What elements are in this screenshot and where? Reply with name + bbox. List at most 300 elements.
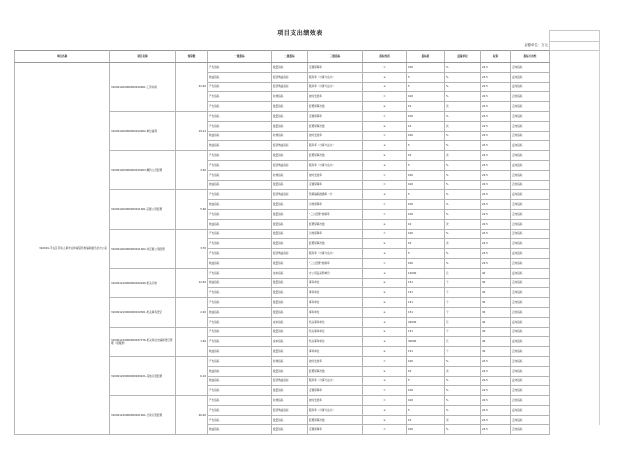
indicator-value-cell: 100: [407, 386, 445, 396]
level1-indicator-cell: 效益指标: [208, 258, 272, 268]
weight-cell: 22.5: [481, 170, 511, 180]
weight-cell: 22.5: [481, 386, 511, 396]
indicator-nature-cell: =: [363, 200, 407, 210]
indicator-nature-cell: ≥: [363, 239, 407, 249]
direction-cell: 正向指标: [511, 356, 550, 366]
level2-indicator-cell: 数量指标: [272, 121, 308, 131]
direction-cell: 正向指标: [511, 425, 550, 435]
direction-cell: 反向指标: [511, 405, 550, 415]
indicator-nature-cell: ≤: [363, 405, 407, 415]
indicator-value-cell: 12000: [407, 268, 445, 278]
level2-indicator-cell: 数量指标: [272, 366, 308, 376]
indicator-nature-cell: =: [363, 170, 407, 180]
level2-indicator-cell: 数量指标: [272, 63, 308, 73]
level3-indicator-cell: 机关事务单位: [308, 337, 363, 347]
indicator-nature-cell: =: [363, 425, 407, 435]
level2-indicator-cell: 数量指标: [272, 111, 308, 121]
indicator-value-cell: 100: [407, 111, 445, 121]
weight-cell: 30: [481, 327, 511, 337]
level1-indicator-cell: 产出指标: [208, 82, 272, 92]
level1-indicator-cell: 产出指标: [208, 229, 272, 239]
level1-indicator-cell: 产出指标: [208, 209, 272, 219]
weight-cell: 22.5: [481, 82, 511, 92]
level3-indicator-cell: 定额保障率: [308, 425, 363, 435]
indicator-nature-cell: =: [363, 396, 407, 406]
measure-unit-cell: 元: [445, 268, 481, 278]
indicator-value-cell: 100: [407, 63, 445, 73]
measure-unit-cell: 次: [445, 415, 481, 425]
indicator-nature-cell: ≥: [363, 307, 407, 317]
performance-table: [14, 50, 550, 435]
direction-cell: 反向指标: [511, 190, 550, 200]
level1-indicator-cell: 产出指标: [208, 288, 272, 298]
level1-indicator-cell: 效益指标: [208, 219, 272, 229]
level1-indicator-cell: 产出指标: [208, 268, 272, 278]
level3-indicator-cell: 事务单位: [308, 307, 363, 317]
level1-indicator-cell: 效益指标: [208, 366, 272, 376]
weight-cell: 22.5: [481, 131, 511, 141]
weight-cell: 22.5: [481, 229, 511, 239]
level2-indicator-cell: 时效指标: [272, 131, 308, 141]
indicator-value-cell: 10: [407, 151, 445, 161]
level2-indicator-cell: 经济效益指标: [272, 141, 308, 151]
level3-indicator-cell: 服务率（计算方法为）: [308, 405, 363, 415]
direction-cell: 反向指标: [511, 249, 550, 259]
measure-unit-cell: 个: [445, 298, 481, 308]
level1-indicator-cell: 产出指标: [208, 249, 272, 259]
level2-indicator-cell: 数量指标: [272, 298, 308, 308]
measure-unit-cell: 次: [445, 121, 481, 131]
direction-cell: 正向指标: [511, 102, 550, 112]
indicator-nature-cell: ≥: [363, 298, 407, 308]
indicator-nature-cell: ≥: [363, 219, 407, 229]
level3-indicator-cell: 定额保障率: [308, 111, 363, 121]
indicator-value-cell: 5: [407, 72, 445, 82]
direction-cell: 正向指标: [511, 298, 550, 308]
column-header: 指标值: [407, 51, 445, 63]
budget-cell: 12.40: [176, 268, 208, 297]
indicator-value-cell: 100: [407, 170, 445, 180]
measure-unit-cell: %: [445, 376, 481, 386]
direction-cell: 正向指标: [511, 278, 550, 288]
weight-cell: 22.5: [481, 356, 511, 366]
level1-indicator-cell: 产出指标: [208, 396, 272, 406]
table-body: [15, 63, 550, 435]
level3-indicator-cell: 服务率（计算方法为）: [308, 160, 363, 170]
top-right-box: [549, 30, 600, 51]
level3-indicator-cell: 经费保障次数: [308, 121, 363, 131]
measure-unit-cell: %: [445, 249, 481, 259]
indicator-nature-cell: =: [363, 229, 407, 239]
project-name-cell: 310001200000000011001-定额公用经费: [110, 190, 176, 229]
column-header: 指标方向性: [511, 51, 550, 63]
indicator-nature-cell: ≥: [363, 102, 407, 112]
level1-indicator-cell: 产出指标: [208, 415, 272, 425]
indicator-value-cell: 100: [407, 396, 445, 406]
weight-cell: 22.5: [481, 209, 511, 219]
level2-indicator-cell: 数量指标: [272, 151, 308, 161]
weight-cell: 40: [481, 337, 511, 347]
project-name-cell: 310001200000000010003-履约人员经费: [110, 151, 176, 190]
level2-indicator-cell: 数量指标: [272, 386, 308, 396]
level1-indicator-cell: 产出指标: [208, 111, 272, 121]
weight-cell: 22.5: [481, 63, 511, 73]
level1-indicator-cell: 产出指标: [208, 160, 272, 170]
indicator-value-cell: 100: [407, 131, 445, 141]
performance-table-wrap: [14, 50, 549, 435]
measure-unit-cell: 个: [445, 327, 481, 337]
weight-cell: 22.5: [481, 396, 511, 406]
indicator-nature-cell: ≤: [363, 72, 407, 82]
indicator-nature-cell: =: [363, 356, 407, 366]
indicator-nature-cell: ≥: [363, 415, 407, 425]
direction-cell: 正向指标: [511, 347, 550, 357]
indicator-nature-cell: ≤: [363, 337, 407, 347]
level3-indicator-cell: 服务率（计算方法为）: [308, 72, 363, 82]
indicator-nature-cell: =: [363, 92, 407, 102]
indicator-nature-cell: ≥: [363, 151, 407, 161]
indicator-value-cell: 131: [407, 288, 445, 298]
level3-indicator-cell: "三公经费"控制率: [308, 209, 363, 219]
level1-indicator-cell: 产出指标: [208, 239, 272, 249]
indicator-value-cell: 100: [407, 209, 445, 219]
level1-indicator-cell: 产出指标: [208, 190, 272, 200]
indicator-value-cell: 10: [407, 415, 445, 425]
indicator-nature-cell: ≤: [363, 376, 407, 386]
budget-cell: 6.10: [176, 356, 208, 395]
weight-cell: 30: [481, 347, 511, 357]
level3-indicator-cell: 按时发放率: [308, 396, 363, 406]
project-name-cell: 310001200000000011002-非定额公用经费: [110, 229, 176, 268]
table-header-row: [15, 51, 550, 63]
indicator-value-cell: 100: [407, 425, 445, 435]
indicator-nature-cell: ≤: [363, 317, 407, 327]
page-title: 项目支出绩效表: [277, 30, 323, 37]
budget-cell: 3.70: [176, 229, 208, 268]
level1-indicator-cell: 产出指标: [208, 337, 272, 347]
indicator-value-cell: 30000: [407, 337, 445, 347]
measure-unit-cell: %: [445, 190, 481, 200]
budget-cell: 3.40: [176, 151, 208, 190]
weight-cell: 22.5: [481, 190, 511, 200]
column-header: 权重: [481, 51, 511, 63]
measure-unit-cell: 个: [445, 278, 481, 288]
indicator-nature-cell: =: [363, 180, 407, 190]
level2-indicator-cell: 时效指标: [272, 170, 308, 180]
level3-indicator-cell: 运转保障率: [308, 200, 363, 210]
level2-indicator-cell: 经济效益指标: [272, 82, 308, 92]
level3-indicator-cell: 机关事务单位: [308, 317, 363, 327]
direction-cell: 反向指标: [511, 141, 550, 151]
level3-indicator-cell: 事务单位: [308, 288, 363, 298]
project-name-cell: 310001210000000037276-机关和社会编制登记管理（项服费）: [110, 327, 176, 356]
budget-cell: 2.20: [176, 298, 208, 327]
level3-indicator-cell: 预算编制准确率（计: [308, 190, 363, 200]
level2-indicator-cell: 经济效益指标: [272, 72, 308, 82]
indicator-nature-cell: =: [363, 386, 407, 396]
level2-indicator-cell: 数量指标: [272, 327, 308, 337]
weight-cell: 22.5: [481, 415, 511, 425]
measure-unit-cell: %: [445, 63, 481, 73]
weight-cell: 30: [481, 288, 511, 298]
budget-cell: 19.12: [176, 111, 208, 150]
measure-unit-cell: 个: [445, 307, 481, 317]
indicator-value-cell: 100: [407, 200, 445, 210]
level2-indicator-cell: 数量指标: [272, 102, 308, 112]
level1-indicator-cell: 产出指标: [208, 298, 272, 308]
indicator-nature-cell: =: [363, 209, 407, 219]
level1-indicator-cell: 产出指标: [208, 356, 272, 366]
indicator-value-cell: 5: [407, 190, 445, 200]
indicator-nature-cell: ≥: [363, 366, 407, 376]
indicator-nature-cell: ≤: [363, 82, 407, 92]
level2-indicator-cell: 经济效益指标: [272, 376, 308, 386]
level1-indicator-cell: 产出指标: [208, 102, 272, 112]
level3-indicator-cell: 定额保障率: [308, 63, 363, 73]
direction-cell: 正向指标: [511, 307, 550, 317]
project-name-cell: 310001220000000020221-其他运营经费: [110, 356, 176, 395]
measure-unit-cell: %: [445, 209, 481, 219]
indicator-value-cell: 10: [407, 219, 445, 229]
column-header: 项目名称: [110, 51, 176, 63]
direction-cell: 正向指标: [511, 396, 550, 406]
level2-indicator-cell: 数量指标: [272, 347, 308, 357]
level1-indicator-cell: 效益指标: [208, 425, 272, 435]
indicator-value-cell: 10: [407, 366, 445, 376]
level3-indicator-cell: 服务率（计算方法为）: [308, 82, 363, 92]
weight-cell: 30: [481, 278, 511, 288]
level1-indicator-cell: 效益指标: [208, 72, 272, 82]
direction-cell: 反向指标: [511, 317, 550, 327]
weight-cell: 22.5: [481, 200, 511, 210]
level1-indicator-cell: 产出指标: [208, 92, 272, 102]
indicator-value-cell: 5: [407, 160, 445, 170]
indicator-value-cell: 22090: [407, 317, 445, 327]
direction-cell: 正向指标: [511, 121, 550, 131]
level1-indicator-cell: 效益指标: [208, 347, 272, 357]
measure-unit-cell: %: [445, 386, 481, 396]
level2-indicator-cell: 数量指标: [272, 229, 308, 239]
indicator-value-cell: 131: [407, 278, 445, 288]
indicator-value-cell: 100: [407, 180, 445, 190]
level3-indicator-cell: 按时发放率: [308, 356, 363, 366]
level1-indicator-cell: 效益指标: [208, 141, 272, 151]
weight-cell: 40: [481, 317, 511, 327]
indicator-nature-cell: ≥: [363, 278, 407, 288]
weight-cell: 22.5: [481, 405, 511, 415]
level3-indicator-cell: 经费保障次数: [308, 102, 363, 112]
measure-unit-cell: 次: [445, 239, 481, 249]
level3-indicator-cell: 事务单位: [308, 298, 363, 308]
measure-unit-cell: %: [445, 82, 481, 92]
level2-indicator-cell: 数量指标: [272, 180, 308, 190]
level3-indicator-cell: 机关事务单位: [308, 327, 363, 337]
level1-indicator-cell: 效益指标: [208, 307, 272, 317]
level1-indicator-cell: 产出指标: [208, 386, 272, 396]
level2-indicator-cell: 成本指标: [272, 337, 308, 347]
weight-cell: 22.5: [481, 102, 511, 112]
level2-indicator-cell: 数量指标: [272, 209, 308, 219]
indicator-nature-cell: ≥: [363, 347, 407, 357]
level1-indicator-cell: 产出指标: [208, 327, 272, 337]
weight-cell: 22.5: [481, 425, 511, 435]
level2-indicator-cell: 数量指标: [272, 239, 308, 249]
level1-indicator-cell: 效益指标: [208, 376, 272, 386]
direction-cell: 正向指标: [511, 209, 550, 219]
level2-indicator-cell: 经济效益指标: [272, 160, 308, 170]
level1-indicator-cell: 产出指标: [208, 151, 272, 161]
direction-cell: 反向指标: [511, 376, 550, 386]
weight-cell: 22.5: [481, 72, 511, 82]
project-name-cell: 310001200000000010001-工资补助: [110, 63, 176, 112]
indicator-nature-cell: ≤: [363, 249, 407, 259]
direction-cell: 正向指标: [511, 366, 550, 376]
direction-cell: 反向指标: [511, 268, 550, 278]
measure-unit-cell: %: [445, 356, 481, 366]
measure-unit-cell: %: [445, 180, 481, 190]
weight-cell: 22.5: [481, 249, 511, 259]
measure-unit-cell: 元: [445, 317, 481, 327]
level3-indicator-cell: "三公经费"控制率: [308, 258, 363, 268]
indicator-value-cell: 131: [407, 307, 445, 317]
level3-indicator-cell: 按时发放率: [308, 131, 363, 141]
level2-indicator-cell: 成本指标: [272, 317, 308, 327]
indicator-value-cell: 131: [407, 347, 445, 357]
indicator-nature-cell: ≤: [363, 141, 407, 151]
direction-cell: 正向指标: [511, 229, 550, 239]
measure-unit-cell: %: [445, 160, 481, 170]
direction-cell: 正向指标: [511, 111, 550, 121]
measure-unit-cell: %: [445, 141, 481, 151]
column-header: 单位名称: [15, 51, 110, 63]
measure-unit-cell: %: [445, 229, 481, 239]
weight-cell: 22.5: [481, 151, 511, 161]
weight-cell: 22.5: [481, 121, 511, 131]
indicator-nature-cell: ≥: [363, 327, 407, 337]
level2-indicator-cell: 时效指标: [272, 396, 308, 406]
indicator-value-cell: 5: [407, 376, 445, 386]
indicator-nature-cell: =: [363, 258, 407, 268]
project-name-cell: 310001210000000020299-机关运转: [110, 268, 176, 297]
level3-indicator-cell: 经费保障次数: [308, 239, 363, 249]
weight-cell: 22.5: [481, 258, 511, 268]
indicator-nature-cell: =: [363, 63, 407, 73]
level2-indicator-cell: 数量指标: [272, 288, 308, 298]
level1-indicator-cell: 效益指标: [208, 180, 272, 190]
measure-unit-cell: %: [445, 111, 481, 121]
measure-unit-cell: %: [445, 425, 481, 435]
measure-unit-cell: %: [445, 72, 481, 82]
right-margin-column: [549, 51, 600, 425]
direction-cell: 正向指标: [511, 180, 550, 190]
level2-indicator-cell: 数量指标: [272, 425, 308, 435]
project-name-cell: 310001220000000021001-日常运营经费: [110, 396, 176, 435]
level3-indicator-cell: 服务率（计算方法为）: [308, 141, 363, 151]
level2-indicator-cell: 数量指标: [272, 278, 308, 288]
level1-indicator-cell: 产出指标: [208, 63, 272, 73]
indicator-value-cell: 5: [407, 405, 445, 415]
column-header: 指标性质: [363, 51, 407, 63]
level2-indicator-cell: 经济效益指标: [272, 249, 308, 259]
direction-cell: 正向指标: [511, 386, 550, 396]
level1-indicator-cell: 产出指标: [208, 121, 272, 131]
indicator-value-cell: 100: [407, 356, 445, 366]
level3-indicator-cell: 事务单位: [308, 278, 363, 288]
level3-indicator-cell: 经费保障次数: [308, 219, 363, 229]
budget-cell: 26.40: [176, 396, 208, 435]
indicator-value-cell: 100: [407, 92, 445, 102]
indicator-nature-cell: ≥: [363, 288, 407, 298]
level2-indicator-cell: 时效指标: [272, 356, 308, 366]
level3-indicator-cell: 办公用品采购单价: [308, 268, 363, 278]
measure-unit-cell: %: [445, 258, 481, 268]
indicator-value-cell: 5: [407, 141, 445, 151]
weight-cell: 22.5: [481, 219, 511, 229]
direction-cell: 正向指标: [511, 415, 550, 425]
budget-cell: 22.40: [176, 63, 208, 112]
column-header: 三级指标: [308, 51, 363, 63]
measure-unit-cell: 个: [445, 347, 481, 357]
indicator-value-cell: 5: [407, 82, 445, 92]
indicator-nature-cell: ≤: [363, 268, 407, 278]
measure-unit-cell: %: [445, 170, 481, 180]
direction-cell: 正向指标: [511, 170, 550, 180]
indicator-value-cell: 131: [407, 327, 445, 337]
direction-cell: 正向指标: [511, 63, 550, 73]
level1-indicator-cell: 效益指标: [208, 131, 272, 141]
measure-unit-cell: %: [445, 131, 481, 141]
direction-cell: 正向指标: [511, 151, 550, 161]
weight-cell: 22.5: [481, 376, 511, 386]
weight-cell: 40: [481, 268, 511, 278]
level3-indicator-cell: 经费保障次数: [308, 366, 363, 376]
level3-indicator-cell: 服务率（计算方法为）: [308, 376, 363, 386]
level2-indicator-cell: 数量指标: [272, 200, 308, 210]
direction-cell: 正向指标: [511, 219, 550, 229]
direction-cell: 正向指标: [511, 131, 550, 141]
measure-unit-cell: %: [445, 405, 481, 415]
indicator-value-cell: 100: [407, 258, 445, 268]
indicator-nature-cell: =: [363, 111, 407, 121]
indicator-nature-cell: ≤: [363, 160, 407, 170]
level1-indicator-cell: 效益指标: [208, 200, 272, 210]
weight-cell: 22.5: [481, 366, 511, 376]
level3-indicator-cell: 运转保障率: [308, 229, 363, 239]
weight-cell: 22.5: [481, 180, 511, 190]
indicator-value-cell: 10: [407, 102, 445, 112]
measure-unit-cell: 个: [445, 288, 481, 298]
level3-indicator-cell: 经费保障次数: [308, 415, 363, 425]
level3-indicator-cell: 服务率（计算方法为）: [308, 249, 363, 259]
measure-unit-cell: %: [445, 200, 481, 210]
budget-cell: 1.46: [176, 327, 208, 356]
amount-unit-label: 金额单位：万元: [524, 43, 548, 47]
measure-unit-cell: 次: [445, 151, 481, 161]
level3-indicator-cell: 按时发放率: [308, 170, 363, 180]
indicator-nature-cell: ≤: [363, 190, 407, 200]
indicator-nature-cell: ≥: [363, 121, 407, 131]
direction-cell: 正向指标: [511, 327, 550, 337]
level3-indicator-cell: 经费保障次数: [308, 151, 363, 161]
level2-indicator-cell: 数量指标: [272, 258, 308, 268]
measure-unit-cell: 次: [445, 366, 481, 376]
direction-cell: 正向指标: [511, 92, 550, 102]
level3-indicator-cell: 定额保障率: [308, 386, 363, 396]
level2-indicator-cell: 数量指标: [272, 307, 308, 317]
level3-indicator-cell: 按时发放率: [308, 92, 363, 102]
weight-cell: 30: [481, 307, 511, 317]
indicator-value-cell: 100: [407, 229, 445, 239]
